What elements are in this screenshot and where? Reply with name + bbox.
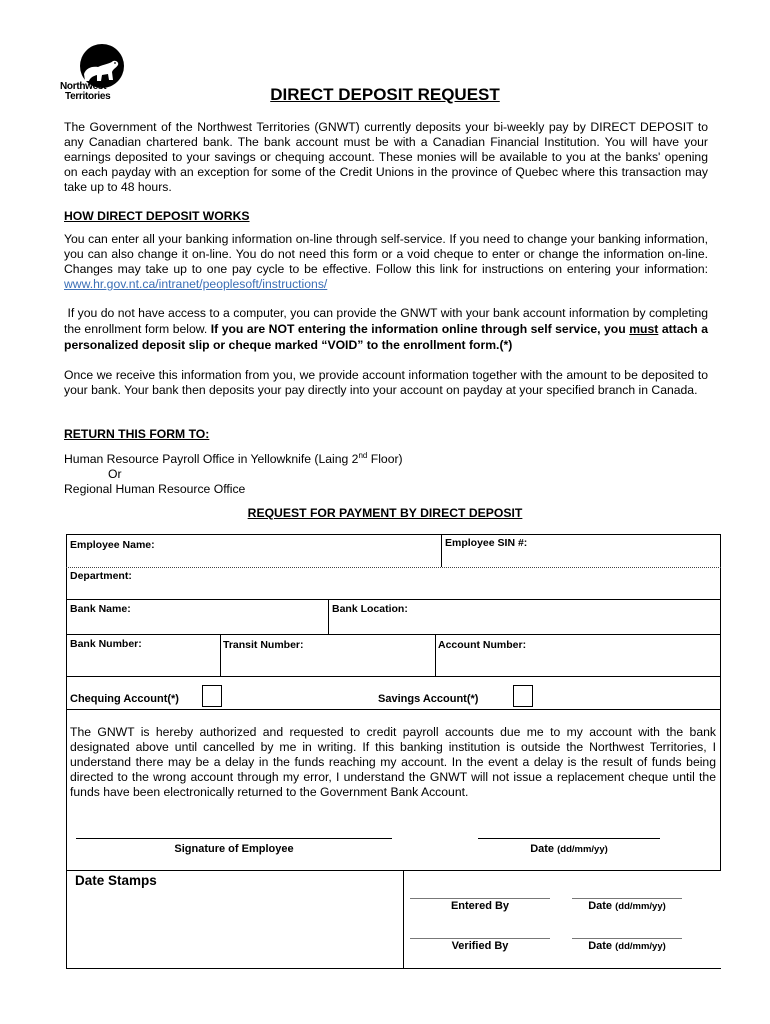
signature-caption: Signature of Employee bbox=[174, 843, 294, 855]
return-line2: Regional Human Resource Office bbox=[64, 482, 246, 497]
bank-number-label: Bank Number: bbox=[70, 638, 142, 650]
return-line1-b: Floor) bbox=[367, 452, 403, 467]
entered-date-caption bbox=[566, 900, 688, 912]
return-or: Or bbox=[108, 467, 122, 482]
how-paragraph-2 bbox=[64, 305, 708, 353]
how-p2-start: If you do not have access to a computer, you can provide the GNWT with your bank account information by completing the enrollment form below. bbox=[64, 306, 708, 336]
how-p2-bold-a: If you are NOT entering the information online through self service, you bbox=[210, 322, 626, 336]
department-label: Department: bbox=[70, 570, 132, 582]
bank-name-label: Bank Name: bbox=[70, 603, 131, 615]
page-title: DIRECT DEPOSIT REQUEST bbox=[270, 85, 500, 104]
chequing-checkbox[interactable] bbox=[202, 685, 222, 707]
entered-date-format: (dd/mm/yy) bbox=[615, 901, 666, 912]
verified-by-line[interactable] bbox=[410, 938, 550, 939]
verified-date-format: (dd/mm/yy) bbox=[615, 941, 666, 952]
date-label: Date bbox=[530, 843, 555, 855]
enrollment-form bbox=[66, 534, 721, 968]
how-paragraph-1 bbox=[64, 232, 708, 292]
date-format: (dd/mm/yy) bbox=[557, 844, 608, 855]
how-p2-must: must bbox=[629, 322, 659, 336]
logo-line2: Territories bbox=[65, 91, 111, 102]
form-title: REQUEST FOR PAYMENT BY DIRECT DEPOSIT bbox=[247, 506, 523, 520]
return-line1-a: Human Resource Payroll Office in Yellowknife (Laing 2 bbox=[64, 452, 359, 467]
return-line1 bbox=[64, 448, 403, 467]
employee-sin-label: Employee SIN #: bbox=[445, 537, 528, 549]
verified-date-line[interactable] bbox=[572, 938, 682, 939]
entered-date-line[interactable] bbox=[572, 898, 682, 899]
signature-line[interactable] bbox=[76, 838, 392, 839]
date-caption bbox=[478, 843, 660, 855]
savings-checkbox[interactable] bbox=[513, 685, 533, 707]
account-number-label: Account Number: bbox=[438, 639, 527, 651]
transit-number-label: Transit Number: bbox=[223, 639, 304, 651]
chequing-account-label: Chequing Account(*) bbox=[70, 693, 179, 705]
verified-by-caption: Verified By bbox=[451, 940, 509, 952]
how-paragraph-3: Once we receive this information from you, we provide account information together with the amount to be deposited to your bank. Your bank then deposits your pay directly into your account on payday at your specified branch in Canada. bbox=[64, 368, 708, 397]
verified-date-label: Date bbox=[588, 940, 613, 952]
return-line1-sup: nd bbox=[358, 451, 368, 460]
logo-line1: Northwest bbox=[60, 81, 107, 92]
entered-by-caption: Entered By bbox=[450, 900, 510, 912]
intro-paragraph: The Government of the Northwest Territories (GNWT) currently deposits your bi-weekly pay by DIRECT DEPOSIT to any Canadian chartered bank. The bank account must be with a Canadian Financial Institution. You will have your earnings deposited to your savings or chequing account. These monies will be available to you at the banks' opening on each payday with an exception for some of the Credit Unions in the province of Quebec where this transaction may take up to 48 hours. bbox=[64, 120, 708, 194]
authorization-text: The GNWT is hereby authorized and requested to credit payroll accounts due me to my account with the bank designated above until cancelled by me in writing. If this banking institution is outside the Northwest Territories, I understand there may be a delay in the funds reaching my account. In the event a delay is the result of funds being directed to the wrong account through my error, I understand the GNWT will not issue a replacement cheque until the funds have been electronically returned to the Government Bank Account. bbox=[70, 725, 716, 799]
savings-account-label: Savings Account(*) bbox=[378, 693, 479, 705]
how-p2-bold-b: attach a personalized deposit slip or cheque marked “VOID” to the enrollment form.(*) bbox=[64, 322, 708, 352]
date-stamps-label: Date Stamps bbox=[75, 873, 157, 888]
return-heading: RETURN THIS FORM TO: bbox=[64, 427, 210, 441]
return-address bbox=[64, 448, 403, 497]
employee-name-label: Employee Name: bbox=[70, 539, 155, 551]
instructions-link[interactable]: www.hr.gov.nt.ca/intranet/peoplesoft/instructions/ bbox=[64, 277, 328, 291]
date-line[interactable] bbox=[478, 838, 660, 839]
how-p1-text: You can enter all your banking information on-line through self-service. If you need to change your banking information, you can also change it on-line. You do not need this form or a void cheque to enter or change the information on-line. Changes may take up to one pay cycle to be effective. Follow this link for instructions on entering your information: bbox=[64, 232, 708, 276]
verified-date-caption bbox=[566, 940, 688, 952]
entered-by-line[interactable] bbox=[410, 898, 550, 899]
bank-location-label: Bank Location: bbox=[332, 603, 408, 615]
how-heading: HOW DIRECT DEPOSIT WORKS bbox=[64, 209, 250, 223]
entered-date-label: Date bbox=[588, 900, 613, 912]
